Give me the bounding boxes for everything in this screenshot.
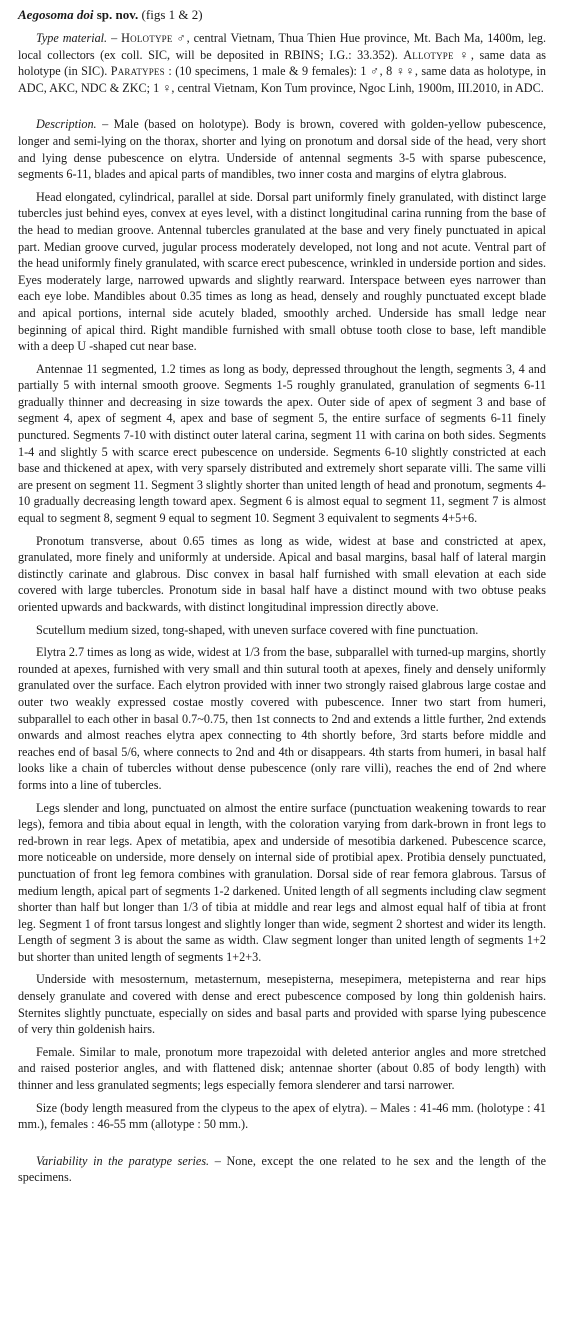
variability-text: – None, except the one related to he sex and the length of the specimens. bbox=[18, 1153, 546, 1185]
head-paragraph: Head elongated, cylindrical, parallel at side. Dorsal part uniformly finely granulated, with distinct large tubercles just behind eyes, convex at eyes level, with a distinct longitudinal carina running from the base of the head to median groove. Antennal tubercles granulated at the base and very finely punctuated in apical part. Median groove curved, jugular process moderately developed, not long and not acute. Ventral part of the head uniformly finely granulated, with scarce erect pubescence, wrinkled in underside portion and sides. Eyes moderately large, narrowed upwards and slightly rearward. Interspace between eyes narrower than each eye lobe. Mandibles about 0.35 times as long as head, densely and roughly punctuated except blade and apical portions, internal side acutely bladed, smoothly arched. Underside has small ledge near beginning of apical third. Right mandible furnished with small obtuse tooth close to base, left mandible with a deep U -shaped cut near base. bbox=[18, 189, 546, 354]
paratypes-label: Paratypes bbox=[110, 64, 165, 79]
pronotum-paragraph: Pronotum transverse, about 0.65 times as long as wide, widest at base and constricted at apex, granulated, more finely and uniformly at underside. Apical and basal margins, basal half of lateral margin distinctly carinate and glabrous. Disc convex in basal half furnished with small elevation at each side covered with large tubercles. Pronotum side in basal half have a distinct mound with two obtuse peaks oriented upwards and backwards, with distinct longitudinal impression directly above. bbox=[18, 533, 546, 614]
species-heading bbox=[18, 6, 546, 24]
female-paragraph: Female. Similar to male, pronotum more trapezoidal with deleted anterior angles and more stretched and raised posterior angles, and with flattened disk; antennae shorter (about 0.85 of body length) with thinner and less granulated segments; legs especially femora slenderer and tarsi narrower. bbox=[18, 1044, 546, 1093]
species-status: sp. nov. bbox=[96, 7, 139, 22]
variability-paragraph bbox=[18, 1153, 546, 1186]
type-material-paragraph: Type material. – Holotype ♂, central Vietnam, Thua Thien Hue province, Mt. Bach Ma, 1400m, leg. local collectors (ex coll. SIC, will be deposited in RBINS; I.G.: 33.352). Allotype ♀, same data as holotype (in SIC). Paratypes : (10 specimens, 1 male & 9 females): 1 ♂, 8 ♀♀, same data as holotype, in ADC, AKC, NDC & ZKC; 1 ♀, central Vietnam, Kon Tum province, Ngoc Linh, 1900m, III.2010, in ADC. bbox=[18, 31, 547, 95]
scutellum-paragraph: Scutellum medium sized, tong-shaped, with uneven surface covered with fine punctuation. bbox=[36, 622, 479, 637]
holotype-label: Holotype bbox=[121, 31, 173, 45]
type-material-label: Type material. bbox=[36, 31, 108, 45]
elytra-paragraph: Elytra 2.7 times as long as wide, widest at 1/3 from the base, subparallel with turned-up margins, shortly rounded at apexes, furnished with very small and thin sutural tooth at apexes, finely and densely uniformly granulated over the surface. Each elytron provided with inner two strongly raised glabrous large costae and outer two weakly expressed costae mostly covered with pubescence. Inner two start from humeri, subparallel to each other in basal 0.7~0.75, then 1st connects to 2nd and extends a little further, 2nd extends onwards and almost reaches elytra apex connecting to 4th shortly before, 3rd starts before middle and reaches end of basal 5/6, where connects to 2nd and 4th or disappears. 4th starts from humeri, in basal half looks like a chain of tubercles without dense pubescence (only rare villi), reaches the end of 2nd where forms into a line of tubercles. bbox=[18, 645, 546, 792]
allotype-label: Allotype bbox=[403, 47, 454, 62]
description-label: Description. bbox=[36, 117, 97, 132]
legs-paragraph: Legs slender and long, punctuated on almost the entire surface (punctuation weakening towards to rear legs), femora and tibia about equal in length, with the coloration varying from dark-brown in front legs to red-brown in rear legs. Apex of metatibia, apex and underside of mesotibia darkened. Pubescence scarce, more noticeable on underside, more densely on internal side of protibial apex. Protibia densely punctuated, punctuation of front leg femora combines with granulation. Dorsal side of rear femora glabrous. Tarsus of medium length, apical part of segments 1-2 darkened. United length of all segments including claw segment shorter than half but longer than 1/3 of tibia at middle and rear legs and almost equal half of tibia at front leg. Segment 1 of front tarsus longest and slightly longer than wide, segment 2 shortest and wider its length. Length of segment 3 is about the same as width. Claw segment longer than united length of segments 1+2 but shorter than united length of segments 1+2+3. bbox=[18, 800, 546, 964]
allotype-text: ♀, same data as holotype (in SIC). bbox=[18, 47, 547, 79]
antennae-paragraph: Antennae 11 segmented, 1.2 times as long as body, depressed throughout the length, segments 3, 4 and partially 5 with internal smooth groove. Segments 1-5 roughly granulated, granulation of segments 6-11 gradually thinner and decreasing in size towards the apex. Outer side of apex of segment 3 and base of segment 4, apex of segment 4, apex and base of segment 5, the entire surface of segments 6-11 finely punctured. Segments 7-10 with distinct outer lateral carina, segment 11 with carina on both sides. Segments 1-4 and slightly 5 with scarce erect pubescence on underside. Segments 6-10 slightly constricted at each base and thickened at apex, with very sparsely distributed and extremely short separate villi. The same villi are present on segment 11. Segment 3 slightly shorter than united length of head and pronotum, segments 4-10 gradually decreasing length toward apex. Segment 6 is almost equal to segment 11, segment 7 is almost equal to segment 8, segment 9 equal to segment 10. Segment 3 equivalent to segments 4+5+6. bbox=[18, 361, 546, 526]
holotype-text: ♂, central Vietnam, Thua Thien Hue province, Mt. Bach Ma, 1400m, leg. local collectors (ex coll. SIC, will be deposited in RBINS; I.G.: 33.352). bbox=[18, 31, 547, 62]
figure-reference: (figs 1 & 2) bbox=[141, 7, 203, 22]
underside-paragraph: Underside with mesosternum, metasternum, mesepisterna, mesepimera, metepisterna and rear hips densely granulate and covered with dense and erect pubescence composed by long thin goldenish hairs. Sternites slightly punctuate, especially on sides and basal parts and provided with sparse lying pubescence of very thin goldenish hairs. bbox=[18, 972, 546, 1037]
description-intro: – Male (based on holotype). Body is brown, covered with golden-yellow pubescence, longer and semi-lying on the thorax, shorter and lying on pronotum and dorsal side of the head, very short and lying dense pubescence on elytra. Underside of antennal segments 3-5 with sparse pubescence, segments 6-11, blades and apical parts of mandibles, two inner costa and margins of elytra glabrous. bbox=[18, 117, 546, 182]
species-name: Aegosoma doi bbox=[18, 7, 94, 22]
size-paragraph: Size (body length measured from the clypeus to the apex of elytra). – Males : 41-46 mm. (holotype : 41 mm.), females : 46-55 mm (allotype : 50 mm.). bbox=[18, 1100, 546, 1132]
variability-label: Variability in the paratype series. bbox=[36, 1153, 210, 1168]
description-paragraph bbox=[18, 116, 546, 182]
paratypes-text: : (10 specimens, 1 male & 9 females): 1 ♂, 8 ♀♀, same data as holotype, in ADC, AKC, NDC & ZKC; 1 ♀, central Vietnam, Kon Tum province, Ngoc Linh, 1900m, III.2010, in ADC. bbox=[18, 64, 547, 95]
